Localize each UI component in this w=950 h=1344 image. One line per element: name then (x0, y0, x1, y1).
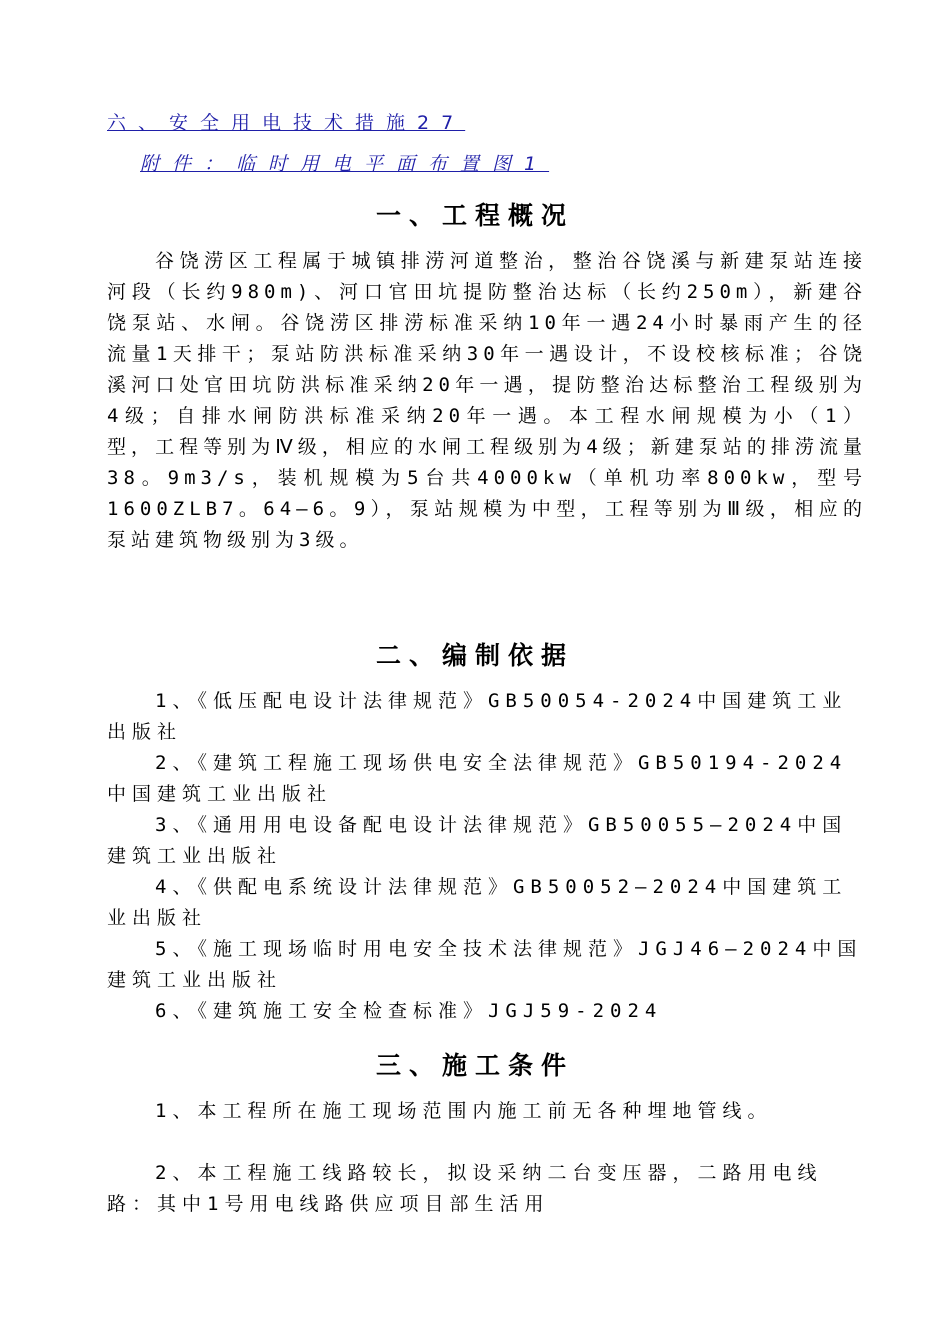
basis-item: 5、《施工现场临时用电安全技术法律规范》JGJ46—2024中国建筑工业出版社 (107, 938, 863, 991)
section-heading-overview: 一、工程概况 (375, 201, 574, 230)
toc-item-attachment[interactable]: 附件：临时用电平面布置图1 (140, 153, 550, 175)
overview-paragraph: 谷饶涝区工程属于城镇排涝河道整治，整治谷饶溪与新建泵站连接河段（长约980m)、河口官田坑提防整治达标（长约250m），新建谷饶泵站、水闸。谷饶涝区排涝标准采纳10年一遇24小时暴雨产生的径流量1天排干；泵站防洪标准采纳30年一遇设计，不设校核标准；谷饶溪河口处官田坑防洪标准采纳20年一遇，提防整治达标整治工程级别为4级；自排水闸防洪标准采纳20年一遇。本工程水闸规模为小（1）型，工程等别为Ⅳ级，相应的水闸工程级别为4级；新建泵站的排涝流量38。9m3/s，装机规模为5台共4000kw（单机功率800kw，型号1600ZLB7。64—6。9），泵站规模为中型，工程等别为Ⅲ级，相应的泵站建筑物级别为3级。 (107, 250, 867, 551)
conditions-item: 2、本工程施工线路较长，拟设采纳二台变压器，二路用电线路：其中1号用电线路供应项目部生活用 (107, 1162, 823, 1215)
basis-item: 6、《建筑施工安全检查标准》JGJ59-2024 (155, 1000, 663, 1022)
basis-item: 4、《供配电系统设计法律规范》GB50052—2024中国建筑工业出版社 (107, 876, 848, 929)
toc-item-safety-measures[interactable]: 六、安全用电技术措施27 (107, 112, 466, 134)
basis-item: 1、《低压配电设计法律规范》GB50054-2024中国建筑工业出版社 (107, 690, 848, 743)
section-heading-conditions: 三、施工条件 (375, 1051, 574, 1080)
conditions-item: 1、本工程所在施工现场范围内施工前无各种埋地管线。 (155, 1100, 773, 1122)
basis-item: 3、《通用用电设备配电设计法律规范》GB50055—2024中国建筑工业出版社 (107, 814, 848, 867)
section-heading-basis: 二、编制依据 (375, 641, 574, 670)
basis-item: 2、《建筑工程施工现场供电安全法律规范》GB50194-2024中国建筑工业出版社 (107, 752, 848, 805)
